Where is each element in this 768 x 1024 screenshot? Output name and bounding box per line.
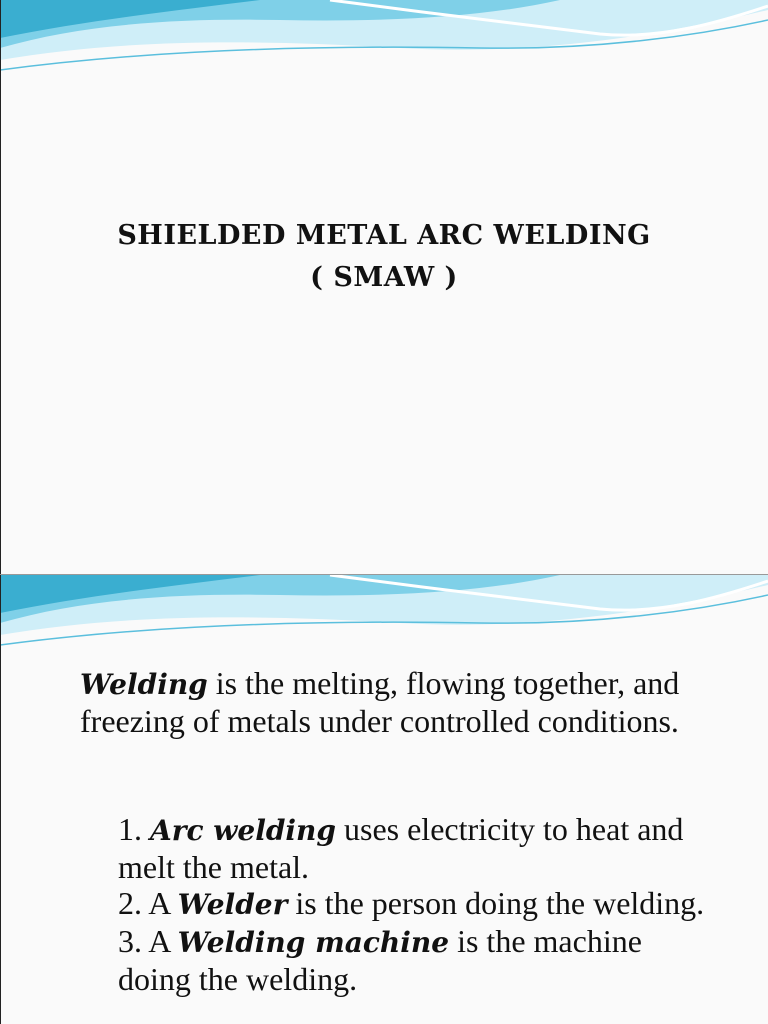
list-item-term: Arc welding [150,814,336,847]
list-item-text: uses electricity to heat and melt the metal. [118,811,684,885]
list-item [118,811,718,885]
list-item-number: 1. [118,811,150,847]
list-item-number: 2. A [118,885,178,921]
list-item [118,885,718,923]
slide-title: SHIELDED METAL ARC WELDING [117,220,651,251]
list-item-text: is the person doing the welding. [287,885,705,921]
wave-header-decoration [0,575,768,665]
definition-term: Welding [80,668,208,701]
list-item-number: 3. A [118,923,178,959]
numbered-list [118,811,718,997]
list-item [118,923,718,997]
slide-left-border [0,575,1,1024]
list-item-text: is the machine doing the welding. [118,923,642,997]
slide-subtitle: ( SMAW ) [310,262,458,293]
wave-header-decoration [0,0,768,90]
definition-paragraph [80,665,720,739]
list-item-term: Welding machine [177,926,450,959]
list-item-term: Welder [177,888,288,921]
definition-text: is the melting, flowing together, and freezing of metals under controlled conditions. [80,665,680,739]
content-slide [0,575,768,1024]
